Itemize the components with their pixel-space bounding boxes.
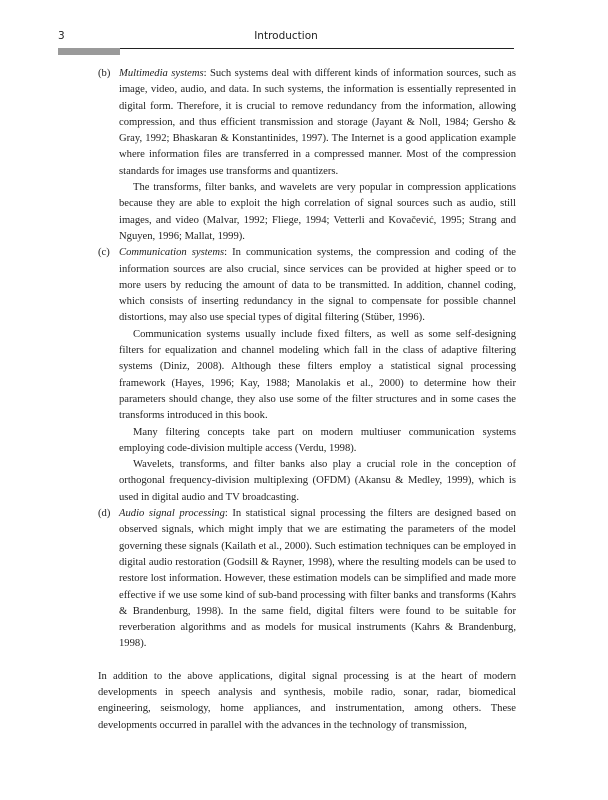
- paragraph: Many filtering concepts take part on modern multiuser communication systems employing code-division multiple access (Verdu, 1998).: [119, 426, 516, 454]
- paragraph: [119, 66, 516, 180]
- item-term: Multimedia systems: [119, 68, 204, 79]
- page-number: 3: [58, 30, 65, 42]
- paragraph: [119, 245, 516, 326]
- list-item-label: (b): [98, 68, 111, 79]
- item-term: Communication systems: [119, 247, 225, 259]
- list-item-multimedia: [98, 66, 516, 245]
- running-head: Introduction: [254, 30, 318, 42]
- paragraph: The transforms, filter banks, and wavelets are very popular in compression applications because they are able to exploit the high correlation of signal sources such as audio, still images, and video (Malvar, 1992; Fliege, 1994; Vetterli and Kovačević, 1995; Strang and Nguyen, 1996; Mallat, 1999).: [119, 182, 516, 242]
- paragraph-text: : In statistical signal processing the filters are designed based on observed signals, which might imply that we are estimating the parameters of the model governing these signals (Kailath et al., 2000). Such estimation techniques can be employed in digital audio restoration (Godsill & Rayner, 1998), where the resulting models can be used to restore lost information. However, these estimation models can be simplified and made more effective if we use some kind of sub-band processing with filter banks and transforms (Kahrs & Brandenburg, 1998). In the same field, digital filters were found to be suitable for reverberation algorithms and as models for musical instruments (Kahrs & Brandenburg, 1998).: [119, 508, 516, 650]
- paragraph-text: : Such systems deal with different kinds of information sources, such as image, video, audio, and data. In such systems, the information is essentially represented in digital form. Therefore, it is crucial to remove redundancy from the information, allowing compression, and thus efficient transmission and storage (Jayant & Noll, 1984; Gersho & Gray, 1992; Bhaskaran & Konstantinides, 1997). The Internet is a good application example where information files are transferred in a compressed manner. Most of the compression standards for images use transforms and quantizers.: [119, 68, 517, 177]
- paragraph: [119, 506, 516, 653]
- list-item-communication: [98, 245, 516, 506]
- page-header: [58, 30, 514, 48]
- list-item-label: (c): [98, 247, 110, 259]
- item-term: Audio signal processing: [119, 508, 225, 520]
- closing-paragraph: In addition to the above applications, digital signal processing is at the heart of modern developments in speech analysis and synthesis, mobile radio, sonar, radar, biomedical engineering, seismology, home appliances, and instrumentation, among others. These developments occurred in parallel with the advances in the technology of transmission,: [98, 670, 516, 731]
- paragraph: Wavelets, transforms, and filter banks also play a crucial role in the conception of orthogonal frequency-division multiplexing (OFDM) (Akansu & Medley, 1999), which is used in digital audio and TV broadcasting.: [119, 459, 516, 503]
- body-text: [98, 66, 516, 734]
- list-item-audio: [98, 506, 516, 653]
- chapter-tab-marker: [58, 48, 120, 55]
- list-item-label: (d): [98, 508, 111, 520]
- paragraph: Communication systems usually include fixed filters, as well as some self-designing filters for equalization and channel modeling which fall in the class of adaptive filtering systems (Diniz, 2008). Although these filters employ a statistical signal processing framework (Hayes, 1996; Kay, 1988; Manolakis et al., 2000) to determine how their parameters should change, they also use some of the filter structures and in some cases the transforms introduced in this book.: [119, 328, 516, 422]
- paragraph-text: : In communication systems, the compression and coding of the information sources are also crucial, since services can be provided at higher speed or to more users by reducing the amount of data to be transmitted. In addition, channel coding, which consists of inserting redundancy in the signal to compensate for possible channel distortions, may also use special types of digital filtering (Stüber, 1996).: [119, 247, 516, 324]
- header-rule: [58, 48, 514, 49]
